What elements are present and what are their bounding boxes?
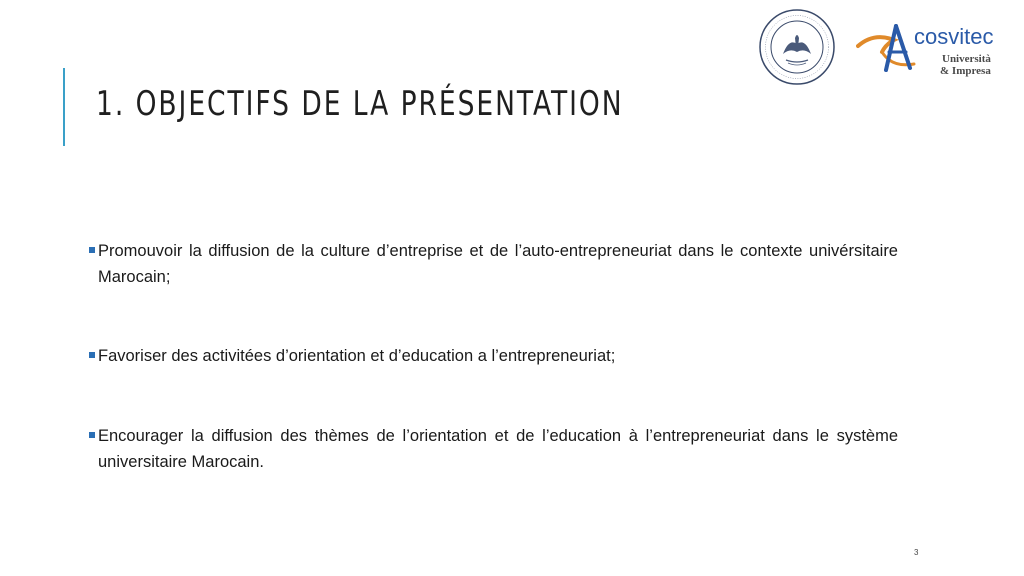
bullet-marker-icon <box>89 352 95 358</box>
cosvitec-name: cosvitec <box>914 24 994 49</box>
bullet-marker-icon <box>89 432 95 438</box>
bullet-text: Favoriser des activitées d’orientation et d’education a l’entrepreneuriat; <box>98 347 616 365</box>
cosvitec-logo <box>856 18 1008 84</box>
bullet-text: Promouvoir la diffusion de la culture d’entreprise et de l’auto-entrepreneuriat dans le contexte univérsitaire Marocain; <box>98 242 898 286</box>
page-number: 3 <box>914 548 919 557</box>
bullet-item <box>88 343 898 369</box>
bullet-marker-icon <box>89 247 95 253</box>
bullet-item <box>88 238 898 290</box>
cosvitec-tagline-1: Università <box>942 53 991 65</box>
slide-title: 1. OBJECTIFS DE LA PRÉSENTATION <box>96 84 624 124</box>
university-seal-logo <box>755 8 839 86</box>
bullet-text: Encourager la diffusion des thèmes de l’orientation et de l’education à l’entrepreneuriat dans le système universitaire Marocain. <box>98 427 898 471</box>
title-accent-bar <box>63 68 65 146</box>
bullet-item <box>88 423 898 475</box>
cosvitec-tagline-2: & Impresa <box>940 65 991 77</box>
